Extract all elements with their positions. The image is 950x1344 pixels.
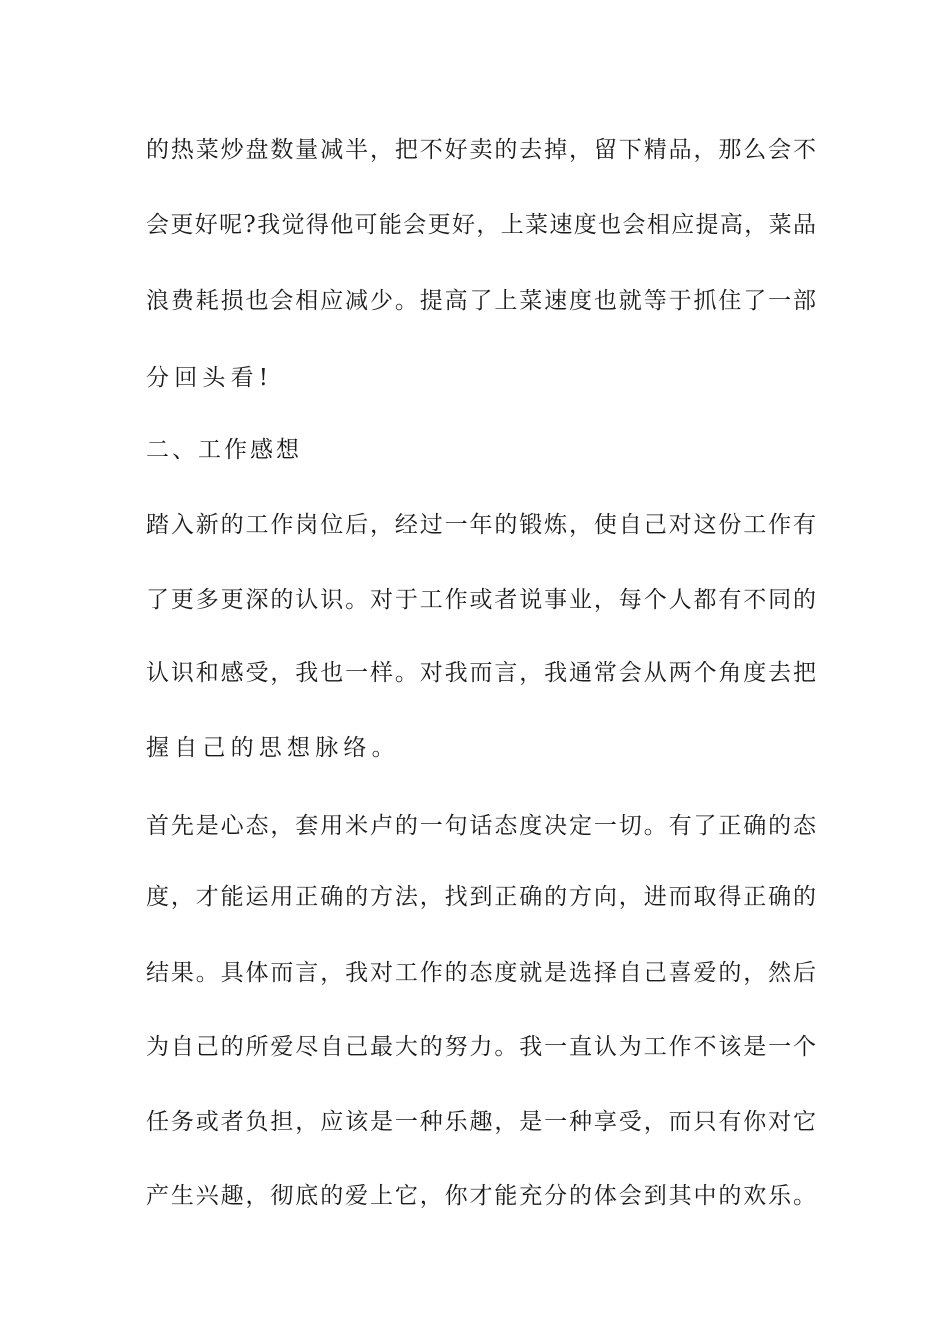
section-heading: 二、工作感想 [146, 437, 302, 463]
paragraph-line: 了更多更深的认识。对于工作或者说事业，每个人都有不同的 [146, 587, 816, 613]
paragraph-line: 为自己的所爱尽自己最大的努力。我一直认为工作不该是一个 [146, 1034, 816, 1060]
paragraph-line: 的热菜炒盘数量减半，把不好卖的去掉，留下精品，那么会不 [146, 137, 816, 163]
paragraph-line: 结果。具体而言，我对工作的态度就是选择自己喜爱的，然后 [146, 960, 816, 986]
paragraph-line: 踏入新的工作岗位后，经过一年的锻炼，使自己对这份工作有 [146, 512, 816, 538]
paragraph-line: 首先是心态，套用米卢的一句话态度决定一切。有了正确的态 [146, 813, 816, 839]
paragraph-line: 分回头看! [146, 365, 274, 391]
paragraph-line: 握自己的思想脉络。 [146, 735, 400, 761]
paragraph-line: 认识和感受，我也一样。对我而言，我通常会从两个角度去把 [146, 660, 816, 686]
paragraph-line: 产生兴趣，彻底的爱上它，你才能充分的体会到其中的欢乐。 [146, 1183, 816, 1209]
paragraph-line: 会更好呢?我觉得他可能会更好，上菜速度也会相应提高，菜品 [146, 212, 816, 238]
paragraph-line: 任务或者负担，应该是一种乐趣，是一种享受，而只有你对它 [146, 1109, 816, 1135]
paragraph-line: 浪费耗损也会相应减少。提高了上菜速度也就等于抓住了一部 [146, 288, 816, 314]
paragraph-line: 度，才能运用正确的方法，找到正确的方向，进而取得正确的 [146, 884, 816, 910]
